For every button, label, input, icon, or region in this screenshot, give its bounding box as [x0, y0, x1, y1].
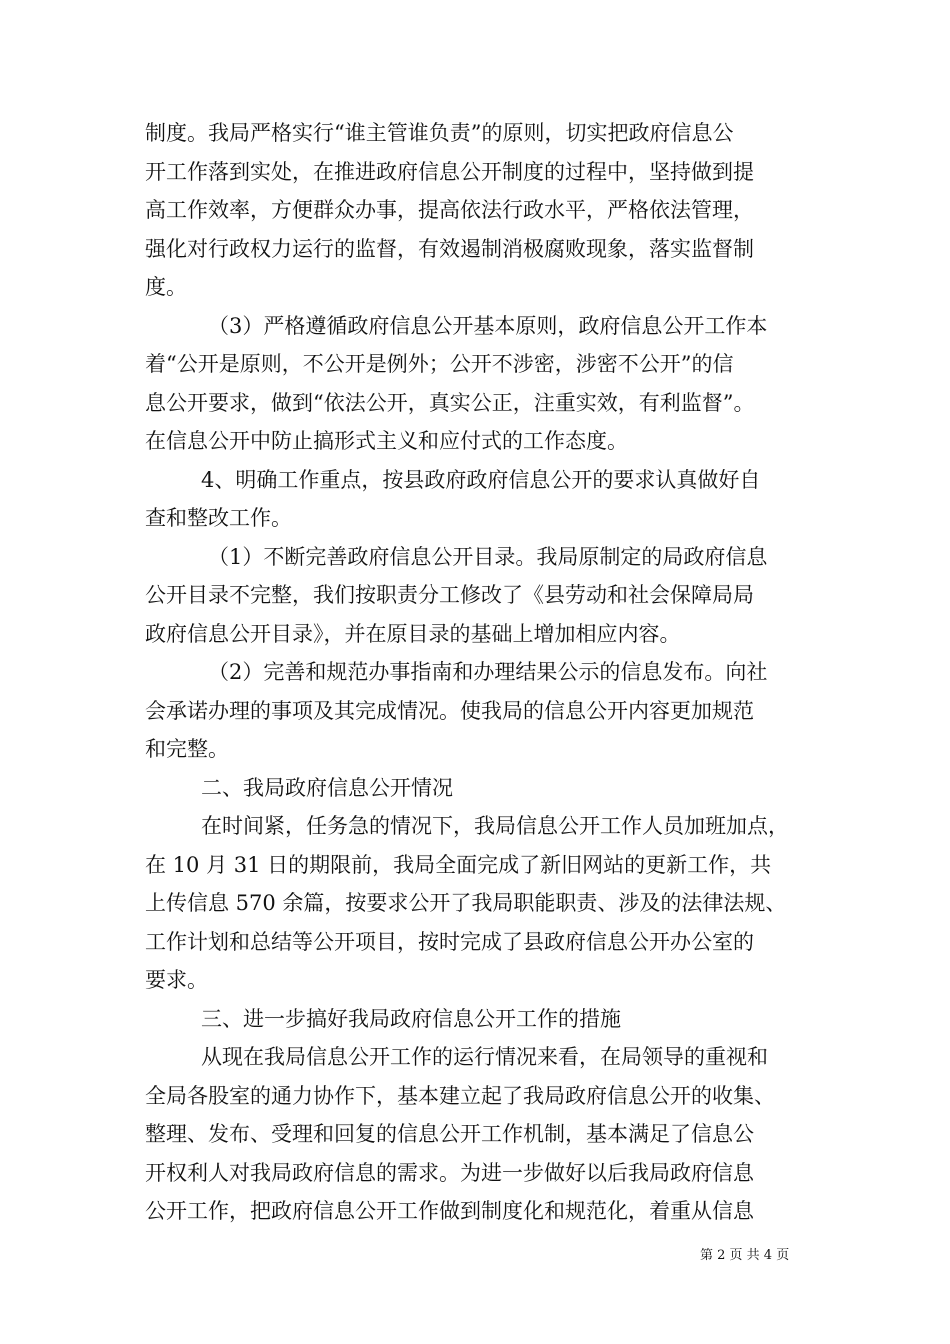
text-line: 高工作效率，方便群众办事，提高依法行政水平，严格依法管理，: [145, 198, 754, 222]
text-line: 上传信息 570 余篇，按要求公开了我局职能职责、涉及的法律法规、: [145, 891, 787, 915]
text-line: 开权利人对我局政府信息的需求。为进一步做好以后我局政府信息: [145, 1160, 754, 1185]
text-line: 工作计划和总结等公开项目，按时完成了县政府信息公开办公室的: [145, 929, 754, 954]
text-line: 着“公开是原则，不公开是例外；公开不涉密，涉密不公开”的信: [145, 352, 734, 376]
text-line: 度。: [145, 275, 187, 299]
text-line: （1）不断完善政府信息公开目录。我局原制定的局政府信息: [208, 544, 768, 569]
text-line: 在时间紧，任务急的情况下，我局信息公开工作人员加班加点，: [201, 814, 789, 838]
text-line: 会承诺办理的事项及其完成情况。使我局的信息公开内容更加规范: [145, 698, 754, 723]
text-line: 制度。我局严格实行“谁主管谁负责”的原则，切实把政府信息公: [145, 121, 734, 145]
text-line: 息公开要求，做到“依法公开，真实公正，注重实效，有利监督”。: [145, 390, 755, 415]
text-line: （2）完善和规范办事指南和办理结果公示的信息发布。向社: [208, 660, 768, 684]
text-line: 从现在我局信息公开工作的运行情况来看，在局领导的重视和: [201, 1045, 768, 1069]
text-line: （3）严格遵循政府信息公开基本原则，政府信息公开工作本: [208, 313, 768, 338]
text-line: 政府信息公开目录》，并在原目录的基础上增加相应内容。: [145, 621, 681, 646]
section-heading: 三、进一步搞好我局政府信息公开工作的措施: [201, 1006, 621, 1031]
text-line: 和完整。: [145, 737, 229, 761]
section-heading: 二、我局政府信息公开情况: [201, 775, 453, 800]
text-line: 要求。: [145, 968, 208, 992]
text-line: 开工作落到实处，在推进政府信息公开制度的过程中，坚持做到提: [145, 159, 754, 184]
text-line: 强化对行政权力运行的监督，有效遏制消极腐败现象，落实监督制: [145, 236, 754, 261]
text-line: 查和整改工作。: [145, 506, 292, 530]
text-line: 全局各股室的通力协作下，基本建立起了我局政府信息公开的收集、: [145, 1083, 775, 1108]
document-body: [145, 114, 817, 1231]
section-heading-line: 4、明确工作重点，按县政府政府信息公开的要求认真做好自: [201, 467, 761, 492]
text-line: 在信息公开中防止搞形式主义和应付式的工作态度。: [145, 429, 628, 453]
text-line: 公开工作，把政府信息公开工作做到制度化和规范化，着重从信息: [145, 1199, 754, 1223]
text-line: 公开目录不完整，我们按职责分工修改了《县劳动和社会保障局局: [145, 583, 754, 607]
text-line: 整理、发布、受理和回复的信息公开工作机制，基本满足了信息公: [145, 1122, 754, 1146]
page-number: 第 2 页 共 4 页: [700, 1248, 790, 1263]
text-line: 在 10 月 31 日的期限前，我局全面完成了新旧网站的更新工作，共: [145, 852, 772, 877]
